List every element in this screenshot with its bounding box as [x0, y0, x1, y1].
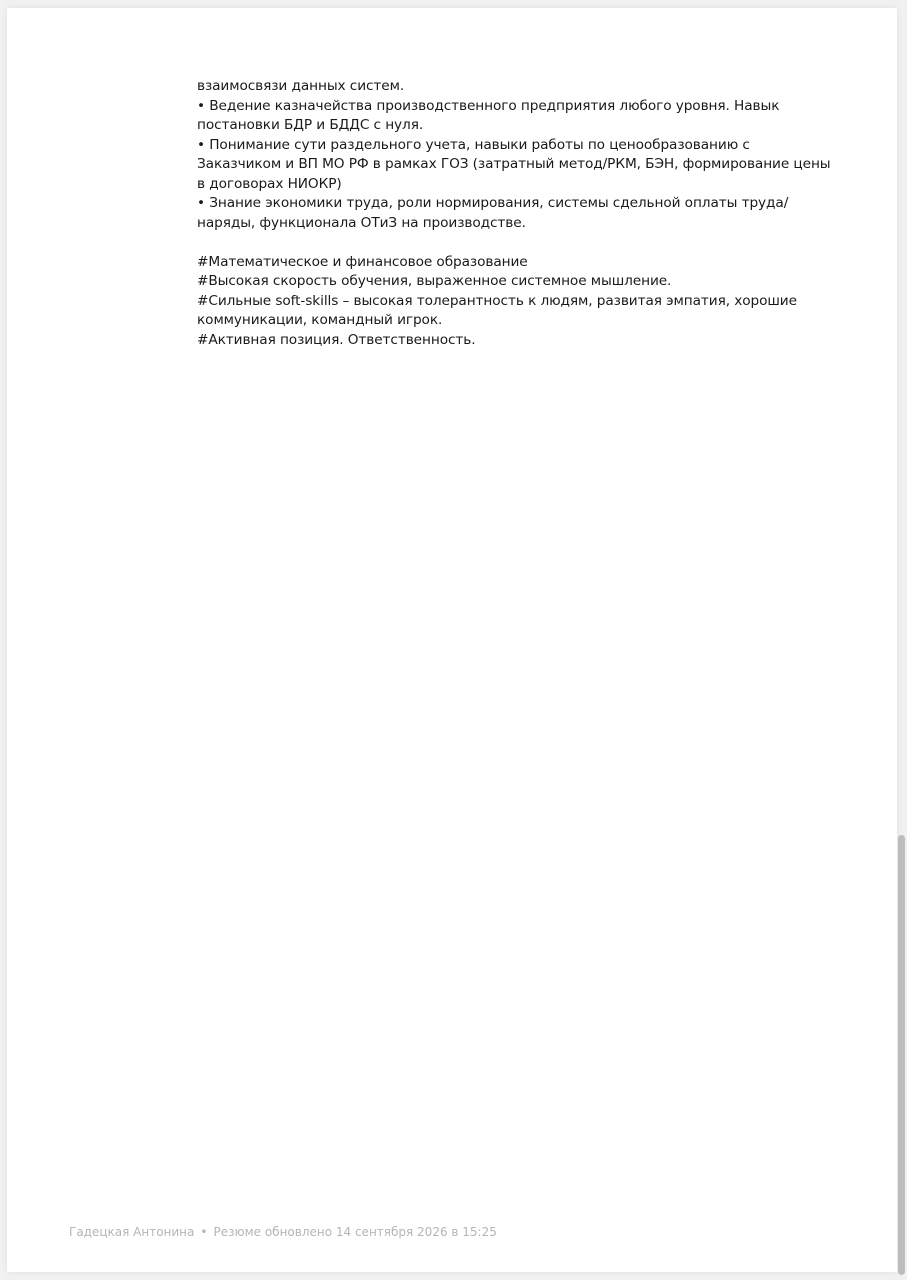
bullet-item: • Знание экономики труда, роли нормирования, системы сдельной оплаты труда/наряды, функционала ОТиЗ на производстве.	[197, 195, 789, 231]
footer-name: Гадецкая Антонина	[69, 1225, 195, 1239]
tag-line: #Математическое и финансовое образование	[197, 253, 528, 270]
page-footer	[69, 1225, 497, 1239]
bullet-item: • Понимание сути раздельного учета, навыки работы по ценообразованию с Заказчиком и ВП МО РФ в рамках ГОЗ (затратный метод/РКМ, БЭН, формирование цены в договорах НИОКР)	[197, 136, 835, 192]
resume-page	[7, 8, 897, 1272]
tag-line: #Активная позиция. Ответственность.	[197, 331, 476, 348]
bullet-item: • Ведение казначейства производственного предприятия любого уровня. Навык постановки БДР и БДДС с нуля.	[197, 97, 784, 133]
scrollbar-thumb[interactable]	[898, 835, 905, 1275]
footer-updated: Резюме обновлено 14 сентября 2026 в 15:25	[213, 1225, 497, 1239]
text-line: взаимосвязи данных систем.	[197, 78, 405, 94]
paragraph-gap	[197, 233, 837, 253]
tag-line: #Сильные soft-skills – высокая толерантность к людям, развитая эмпатия, хорошие коммуникации, командный игрок.	[197, 292, 802, 328]
tag-line: #Высокая скорость обучения, выраженное системное мышление.	[197, 273, 672, 289]
footer-separator: •	[200, 1225, 208, 1239]
resume-text	[197, 77, 837, 350]
